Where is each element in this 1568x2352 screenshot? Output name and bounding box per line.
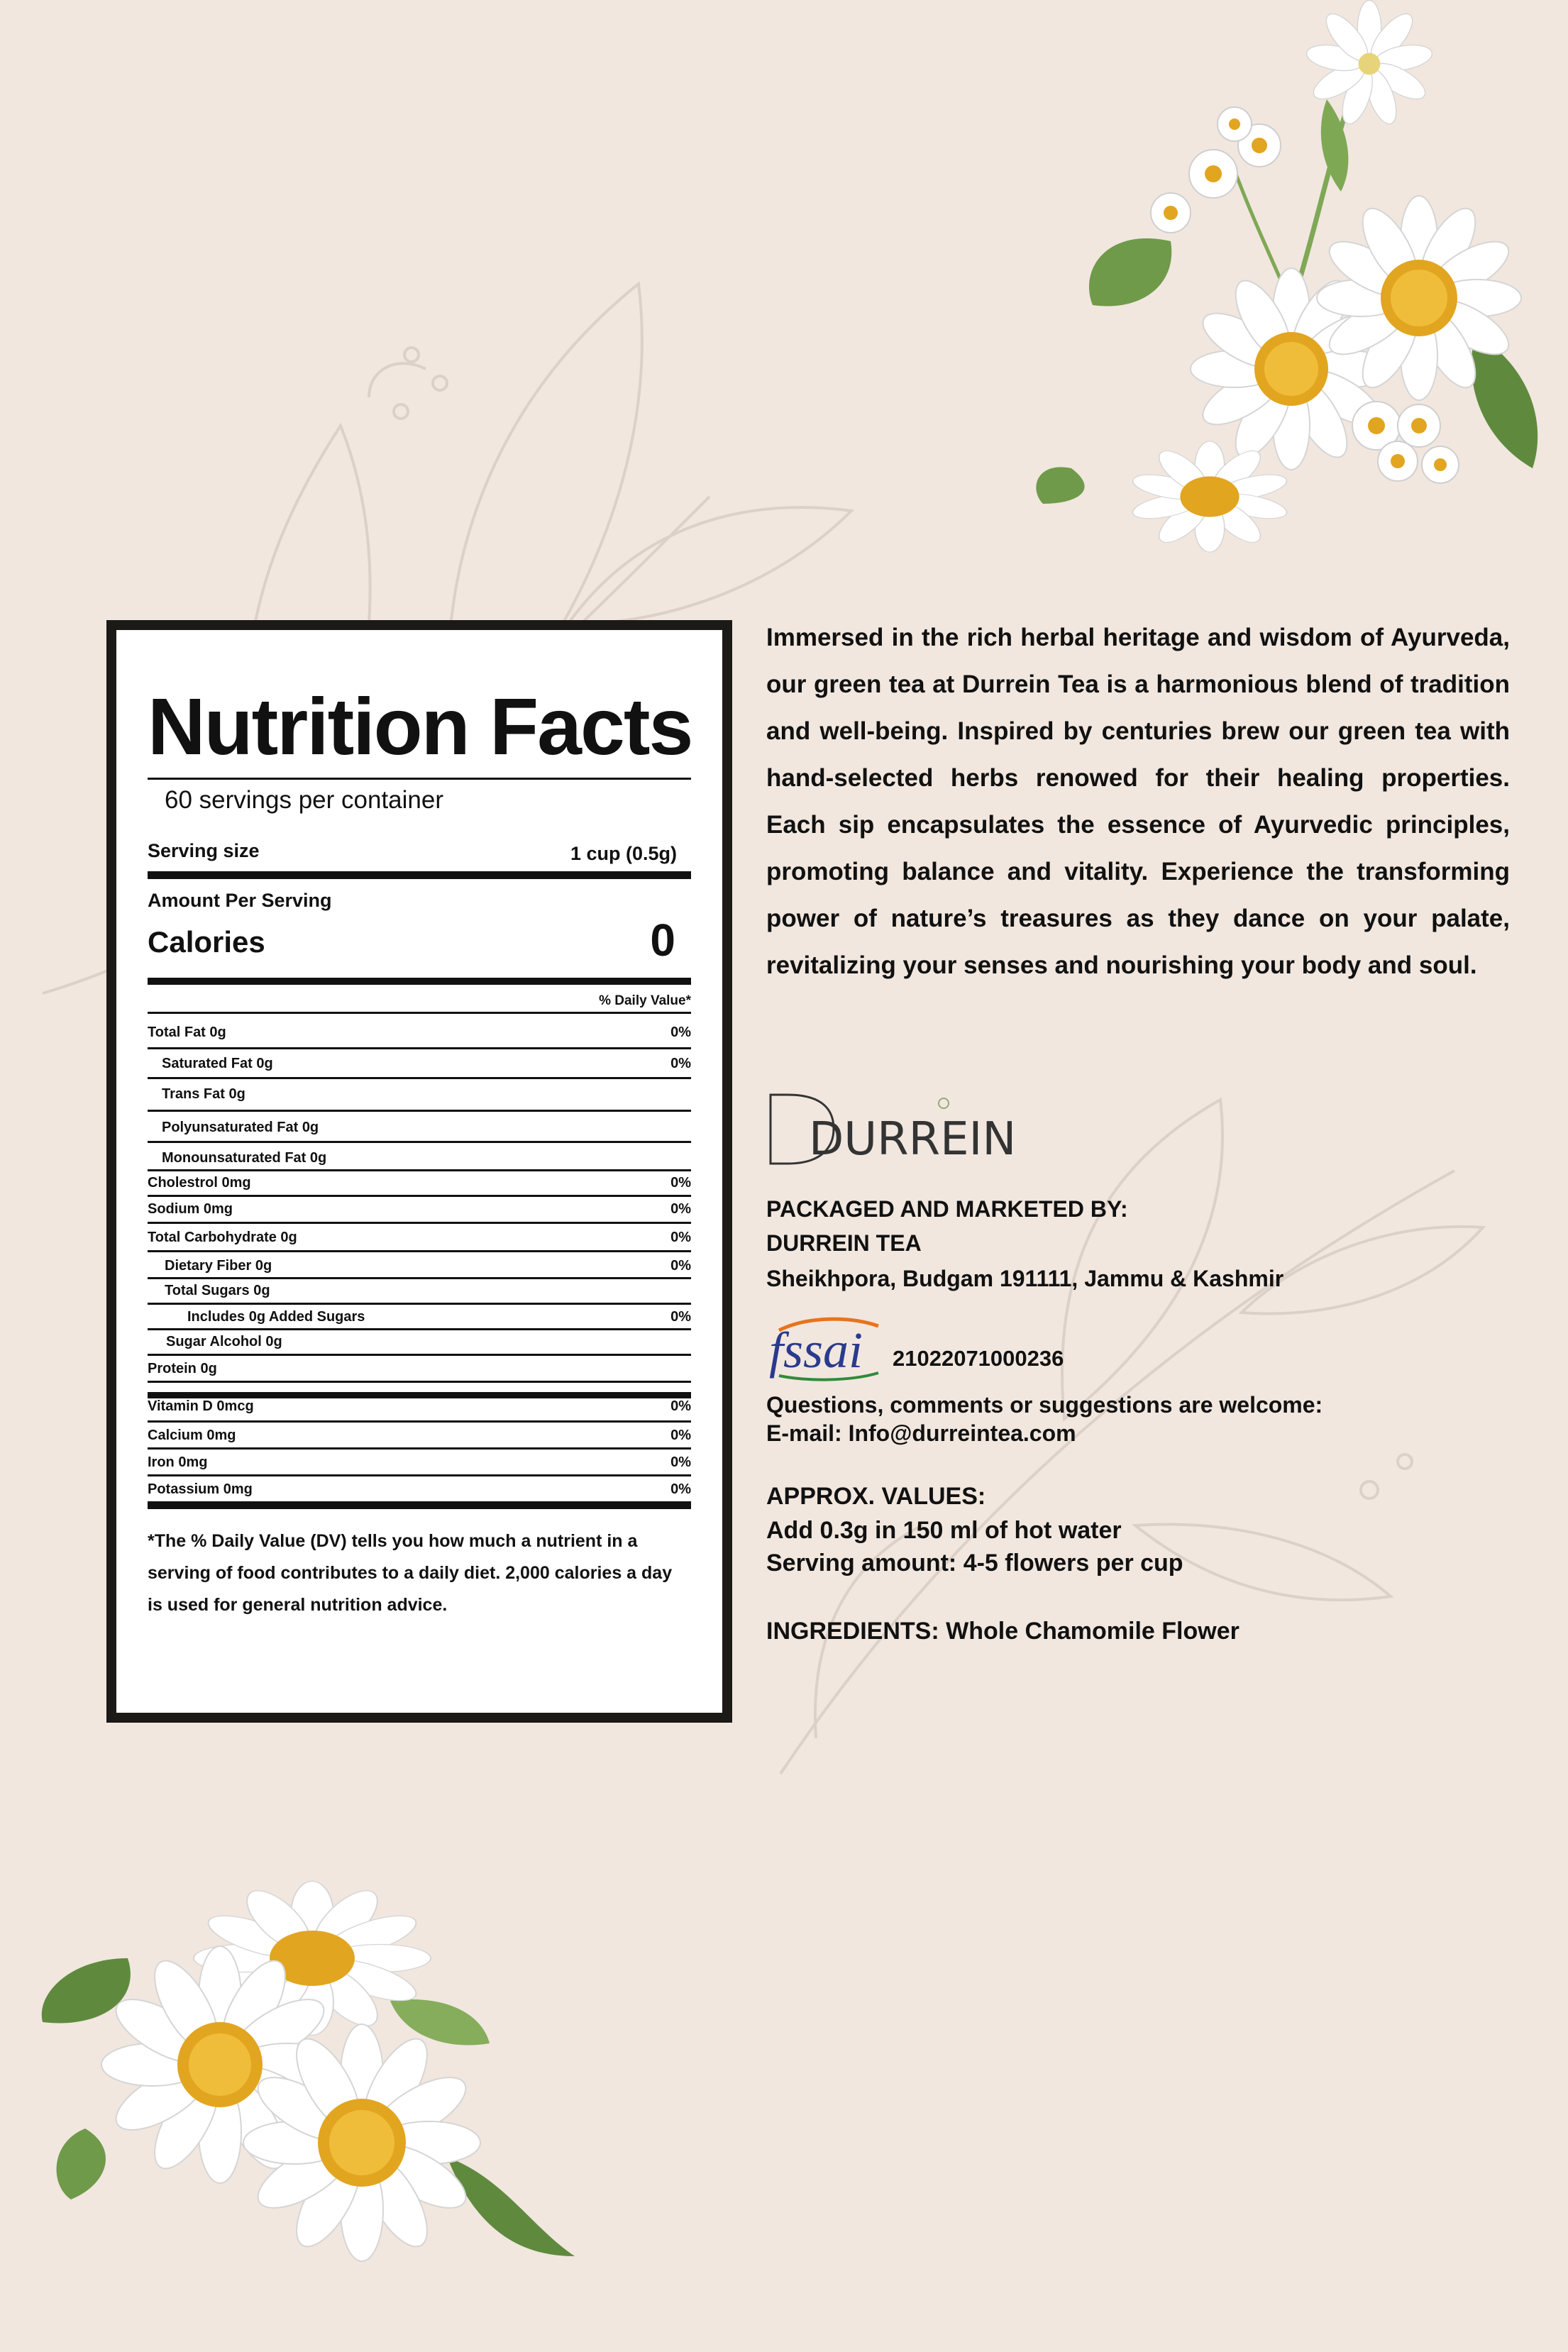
nutrient-row — [148, 1361, 691, 1375]
nutrient-row — [148, 1025, 691, 1039]
nutrient-row — [148, 1120, 691, 1134]
nutrient-label: Total Carbohydrate 0g — [148, 1230, 297, 1245]
nutrient-label: Total Fat 0g — [148, 1025, 226, 1040]
thick-divider — [148, 978, 691, 985]
fssai-license-number: 21022071000236 — [893, 1346, 1064, 1371]
brand-logo-text: DURREIN — [809, 1113, 1017, 1166]
nutrient-daily-value: 0% — [670, 1056, 691, 1071]
nutrient-row — [148, 1283, 691, 1297]
nutrient-divider — [148, 1047, 691, 1049]
durrein-logo — [766, 1089, 1017, 1171]
nutrient-row — [148, 1201, 691, 1215]
nutrient-divider — [148, 1381, 691, 1383]
nutrient-label: Sodium 0mg — [148, 1201, 233, 1217]
nutrient-daily-value: 0% — [670, 1175, 691, 1191]
nutrient-label: Cholestrol 0mg — [148, 1175, 251, 1191]
divider — [148, 1012, 691, 1014]
nutrient-label: Total Sugars 0g — [165, 1283, 270, 1298]
nutrient-row — [148, 1230, 691, 1244]
nutrient-row — [148, 1258, 691, 1272]
nutrient-divider — [148, 1474, 691, 1476]
nutrient-label: Trans Fat 0g — [162, 1086, 245, 1102]
servings-per-container: 60 servings per container — [165, 786, 443, 814]
calories-label: Calories — [148, 925, 265, 959]
nutrient-divider — [148, 1501, 691, 1509]
nutrient-daily-value: 0% — [670, 1309, 691, 1325]
nutrient-daily-value: 0% — [670, 1025, 691, 1040]
contact-email: E-mail: Info@durreintea.com — [766, 1420, 1076, 1446]
nutrient-row — [148, 1309, 691, 1323]
nutrition-facts-panel — [106, 620, 732, 1723]
usage-line-2: Serving amount: 4-5 flowers per cup — [766, 1550, 1183, 1577]
nutrient-divider — [148, 1277, 691, 1279]
serving-size-value: 1 cup (0.5g) — [570, 843, 677, 864]
nutrient-daily-value: 0% — [670, 1481, 691, 1497]
thick-divider — [148, 871, 691, 879]
chamomile-flowers-bottom-illustration — [21, 1859, 589, 2299]
serving-size-label: Serving size — [148, 840, 260, 861]
daily-value-header: % Daily Value* — [599, 993, 691, 1008]
divider — [148, 778, 691, 780]
nutrient-label: Includes 0g Added Sugars — [187, 1309, 365, 1325]
nutrient-divider — [148, 1392, 691, 1398]
nutrient-row — [148, 1086, 691, 1100]
nutrient-divider — [148, 1077, 691, 1079]
nutrient-divider — [148, 1195, 691, 1197]
nutrient-label: Potassium 0mg — [148, 1481, 253, 1497]
nutrient-row — [148, 1056, 691, 1070]
nutrient-daily-value: 0% — [670, 1454, 691, 1470]
nutrient-label: Iron 0mg — [148, 1454, 208, 1470]
nutrient-daily-value: 0% — [670, 1258, 691, 1274]
nutrient-label: Dietary Fiber 0g — [165, 1258, 272, 1274]
nutrient-divider — [148, 1354, 691, 1356]
nutrient-divider — [148, 1222, 691, 1224]
company-address: Sheikhpora, Budgam 191111, Jammu & Kashmir — [766, 1266, 1284, 1291]
nutrient-divider — [148, 1447, 691, 1450]
nutrient-daily-value: 0% — [670, 1398, 691, 1414]
nutrient-row — [148, 1334, 691, 1348]
nutrient-row — [148, 1428, 691, 1442]
packaged-by-label: PACKAGED AND MARKETED BY: — [766, 1196, 1128, 1222]
nutrient-row — [148, 1481, 691, 1496]
usage-line-1: Add 0.3g in 150 ml of hot water — [766, 1517, 1122, 1544]
nutrient-divider — [148, 1141, 691, 1143]
nutrition-facts-title: Nutrition Facts — [148, 682, 692, 771]
nutrient-divider — [148, 1250, 691, 1252]
nutrient-label: Vitamin D 0mcg — [148, 1398, 254, 1414]
nutrient-divider — [148, 1420, 691, 1423]
chamomile-flowers-top-illustration — [1022, 0, 1568, 582]
nutrient-label: Protein 0g — [148, 1361, 217, 1376]
fssai-logo — [765, 1316, 885, 1380]
nutrient-divider — [148, 1328, 691, 1330]
nutrient-label: Sugar Alcohol 0g — [166, 1334, 282, 1349]
approx-values-heading: APPROX. VALUES: — [766, 1483, 986, 1510]
nutrient-row — [148, 1398, 691, 1413]
nutrient-label: Saturated Fat 0g — [162, 1056, 273, 1071]
nutrient-row — [148, 1175, 691, 1189]
amount-per-serving: Amount Per Serving — [148, 890, 332, 911]
daily-value-footnote: *The % Daily Value (DV) tells you how much a nutrient in a serving of food contributes to a daily diet. 2,000 calories a day is used for general nutrition advice. — [148, 1531, 673, 1615]
nutrient-row — [148, 1454, 691, 1469]
nutrient-daily-value: 0% — [670, 1230, 691, 1245]
nutrient-daily-value: 0% — [670, 1428, 691, 1443]
nutrient-daily-value: 0% — [670, 1201, 691, 1217]
calories-value: 0 — [650, 915, 675, 966]
contact-questions: Questions, comments or suggestions are welcome: — [766, 1392, 1323, 1418]
nutrient-divider — [148, 1169, 691, 1171]
product-description: Immersed in the rich herbal heritage and wisdom of Ayurveda, our green tea at Durrein Tea is a harmonious blend of tradition and well-being. Inspired by centuries brew our green tea with hand-selected herbs renowed for their healing properties. Each sip encapsulates the essence of Ayurvedic principles, promoting balance and vitality. Experience the transforming power of nature’s treasures as they dance on your palate, revitalizing your senses and nourishing your body and soul. — [766, 624, 1510, 979]
nutrient-row — [148, 1150, 691, 1164]
nutrient-label: Monounsaturated Fat 0g — [162, 1150, 327, 1166]
nutrient-label: Polyunsaturated Fat 0g — [162, 1120, 319, 1135]
company-name: DURREIN TEA — [766, 1230, 922, 1256]
nutrient-divider — [148, 1303, 691, 1305]
nutrient-label: Calcium 0mg — [148, 1428, 236, 1443]
fssai-logo-text: fssai — [769, 1322, 863, 1379]
nutrient-divider — [148, 1110, 691, 1112]
ingredients: INGREDIENTS: Whole Chamomile Flower — [766, 1618, 1240, 1645]
